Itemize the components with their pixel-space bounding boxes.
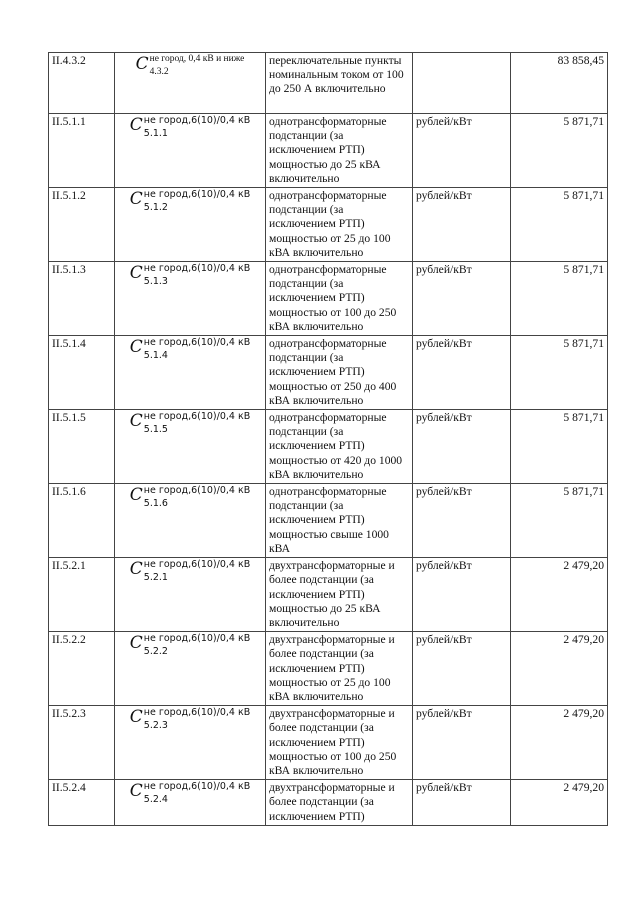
tariff-table [48, 52, 608, 826]
row-value: 5 871,71 [511, 114, 608, 188]
row-code: II.5.1.6 [49, 484, 115, 558]
row-unit: рублей/кВт [413, 632, 511, 706]
row-description: переключательные пункты номинальным током от 100 до 250 А включительно [266, 53, 413, 114]
rate-indices [150, 54, 245, 78]
row-value: 2 479,20 [511, 558, 608, 632]
row-value: 5 871,71 [511, 410, 608, 484]
rate-symbol: C [129, 485, 143, 506]
rate-subscript: 5.2.2 [143, 646, 168, 658]
row-unit: рублей/кВт [413, 410, 511, 484]
rate-symbol: C [129, 337, 143, 358]
rate-symbol: C [135, 54, 149, 74]
row-description: двухтрансформаторные и более подстанции (за исключением РТП) мощностью от 100 до 250 кВА включительно [266, 706, 413, 780]
row-unit: рублей/кВт [413, 262, 511, 336]
rate-indices [144, 189, 250, 213]
row-code: II.5.1.1 [49, 114, 115, 188]
rate-symbol: C [129, 115, 143, 135]
rate-formula [130, 115, 250, 139]
row-description: двухтрансформаторные и более подстанции (за исключением РТП) [266, 780, 413, 826]
rate-formula [130, 559, 250, 583]
rate-superscript: не город,6(10)/0,4 кВ [143, 189, 251, 201]
rate-superscript: не город, 0,4 кВ и ниже [149, 54, 245, 64]
rate-indices [144, 263, 250, 287]
rate-subscript: 5.2.3 [143, 720, 168, 732]
rate-superscript: не город,6(10)/0,4 кВ [143, 485, 251, 497]
rate-symbol-cell [115, 114, 266, 188]
rate-superscript: не город,6(10)/0,4 кВ [143, 411, 251, 423]
rate-indices [144, 485, 250, 509]
rate-symbol: C [129, 263, 143, 284]
row-code: II.5.2.4 [49, 780, 115, 826]
row-description: однотрансформаторные подстанции (за исключением РТП) мощностью до 25 кВА включительно [266, 114, 413, 188]
rate-subscript: 5.2.4 [143, 794, 168, 806]
rate-symbol-cell [115, 53, 266, 114]
row-unit: рублей/кВт [413, 558, 511, 632]
row-unit [413, 53, 511, 114]
row-unit: рублей/кВт [413, 336, 511, 410]
rate-formula [130, 189, 250, 213]
row-unit: рублей/кВт [413, 780, 511, 826]
rate-superscript: не город,6(10)/0,4 кВ [143, 707, 251, 719]
tariff-table-body [49, 53, 608, 826]
rate-superscript: не город,6(10)/0,4 кВ [143, 337, 251, 349]
table-row [49, 262, 608, 336]
rate-indices [144, 411, 250, 435]
rate-symbol: C [129, 781, 143, 802]
row-value: 2 479,20 [511, 632, 608, 706]
rate-formula [130, 707, 250, 731]
rate-symbol-cell [115, 336, 266, 410]
rate-symbol-cell [115, 262, 266, 336]
rate-superscript: не город,6(10)/0,4 кВ [143, 781, 251, 793]
table-row [49, 780, 608, 826]
table-row [49, 336, 608, 410]
rate-subscript: 4.3.2 [149, 67, 169, 77]
rate-symbol-cell [115, 558, 266, 632]
row-description: однотрансформаторные подстанции (за исключением РТП) мощностью от 250 до 400 кВА включительно [266, 336, 413, 410]
rate-indices [144, 707, 250, 731]
row-description: однотрансформаторные подстанции (за исключением РТП) мощностью от 420 до 1000 кВА включительно [266, 410, 413, 484]
rate-subscript: 5.1.1 [143, 128, 168, 139]
rate-superscript: не город,6(10)/0,4 кВ [143, 115, 251, 126]
table-row [49, 632, 608, 706]
rate-symbol: C [129, 411, 143, 432]
rate-symbol-cell [115, 706, 266, 780]
row-value: 5 871,71 [511, 188, 608, 262]
rate-symbol-cell [115, 188, 266, 262]
row-code: II.4.3.2 [49, 53, 115, 114]
rate-superscript: не город,6(10)/0,4 кВ [143, 633, 251, 645]
row-unit: рублей/кВт [413, 188, 511, 262]
rate-symbol-cell [115, 632, 266, 706]
rate-symbol: C [129, 633, 143, 654]
rate-symbol-cell [115, 410, 266, 484]
table-row [49, 53, 608, 114]
rate-formula [136, 54, 245, 78]
row-value: 2 479,20 [511, 706, 608, 780]
row-code: II.5.1.3 [49, 262, 115, 336]
row-value: 83 858,45 [511, 53, 608, 114]
row-code: II.5.2.1 [49, 558, 115, 632]
rate-subscript: 5.1.4 [143, 350, 168, 362]
rate-subscript: 5.1.2 [143, 202, 168, 214]
rate-formula [130, 411, 250, 435]
row-description: двухтрансформаторные и более подстанции (за исключением РТП) мощностью от 25 до 100 кВА включительно [266, 632, 413, 706]
rate-indices [144, 559, 250, 583]
row-description: однотрансформаторные подстанции (за исключением РТП) мощностью свыше 1000 кВА [266, 484, 413, 558]
row-description: двухтрансформаторные и более подстанции (за исключением РТП) мощностью до 25 кВА включительно [266, 558, 413, 632]
rate-superscript: не город,6(10)/0,4 кВ [143, 263, 251, 275]
rate-symbol: C [129, 189, 143, 210]
rate-subscript: 5.1.6 [143, 498, 168, 510]
rate-formula [130, 781, 250, 805]
table-row [49, 706, 608, 780]
table-row [49, 188, 608, 262]
row-code: II.5.2.2 [49, 632, 115, 706]
rate-formula [130, 485, 250, 509]
row-code: II.5.2.3 [49, 706, 115, 780]
row-unit: рублей/кВт [413, 114, 511, 188]
row-description: однотрансформаторные подстанции (за исключением РТП) мощностью от 100 до 250 кВА включительно [266, 262, 413, 336]
table-row [49, 558, 608, 632]
rate-formula [130, 263, 250, 287]
rate-subscript: 5.2.1 [143, 572, 168, 584]
row-value: 5 871,71 [511, 262, 608, 336]
rate-indices [144, 337, 250, 361]
row-code: II.5.1.2 [49, 188, 115, 262]
table-row [49, 484, 608, 558]
rate-superscript: не город,6(10)/0,4 кВ [143, 559, 251, 571]
rate-indices [144, 633, 250, 657]
row-code: II.5.1.4 [49, 336, 115, 410]
table-row [49, 410, 608, 484]
rate-formula [130, 337, 250, 361]
row-description: однотрансформаторные подстанции (за исключением РТП) мощностью от 25 до 100 кВА включительно [266, 188, 413, 262]
rate-subscript: 5.1.3 [143, 276, 168, 288]
row-value: 5 871,71 [511, 484, 608, 558]
rate-subscript: 5.1.5 [143, 424, 168, 436]
rate-formula [130, 633, 250, 657]
row-code: II.5.1.5 [49, 410, 115, 484]
rate-symbol-cell [115, 484, 266, 558]
row-unit: рублей/кВт [413, 484, 511, 558]
table-row [49, 114, 608, 188]
row-unit: рублей/кВт [413, 706, 511, 780]
rate-indices [144, 115, 250, 139]
row-value: 5 871,71 [511, 336, 608, 410]
rate-symbol-cell [115, 780, 266, 826]
rate-indices [144, 781, 250, 805]
rate-symbol: C [129, 559, 143, 580]
rate-symbol: C [129, 707, 143, 728]
row-value: 2 479,20 [511, 780, 608, 826]
